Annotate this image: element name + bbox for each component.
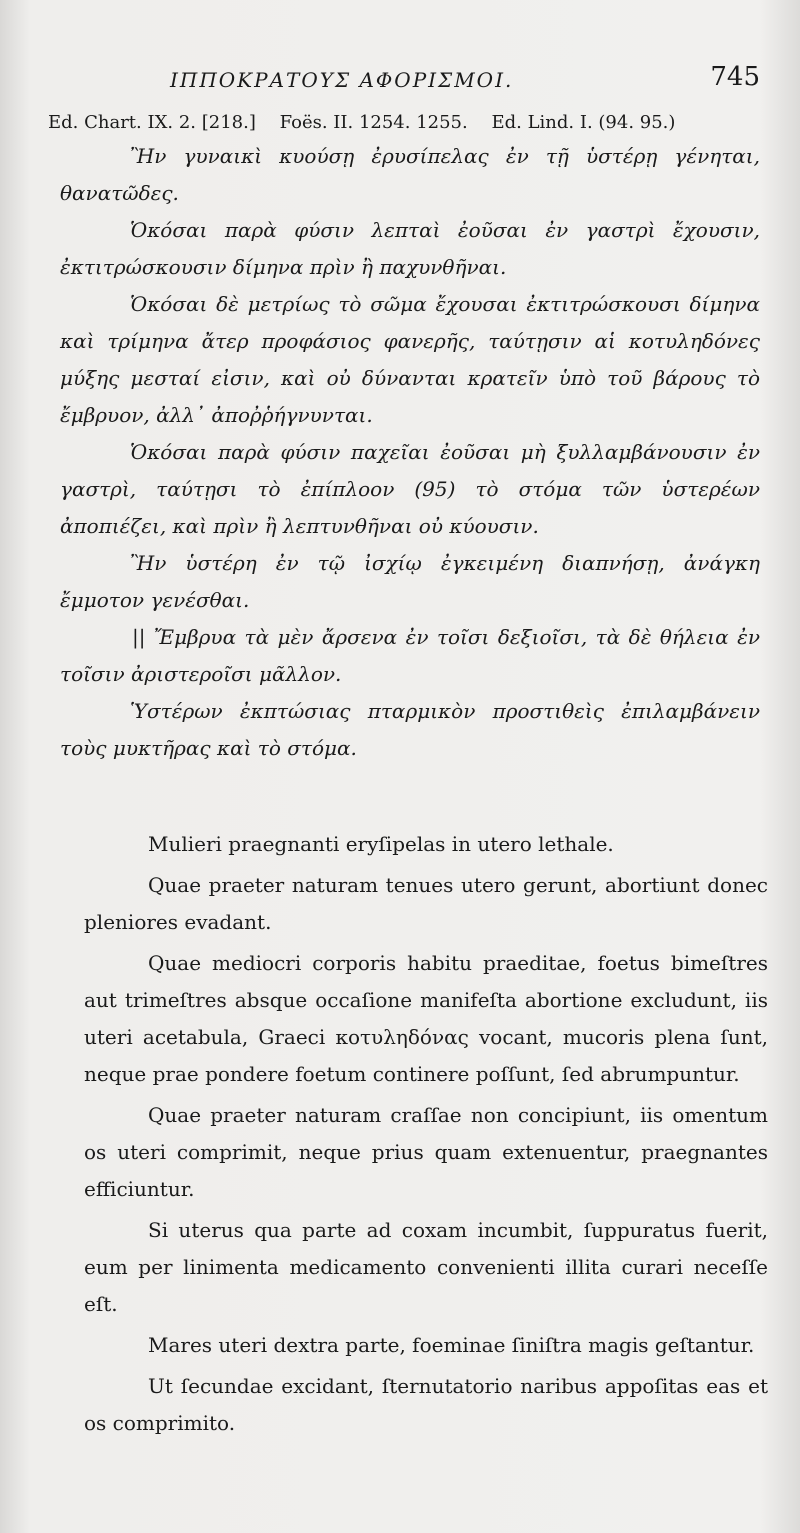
latin-aphorism: Si uterus qua parte ad coxam incumbit, ſuppuratus fuerit, eum per linimenta medicamento convenienti illita curari neceſſe eſt. — [84, 1218, 768, 1316]
edition-lind: Ed. Lind. I. (94. 95.) — [491, 112, 676, 133]
edition-chart: Ed. Chart. IX. 2. [218.] — [48, 112, 256, 133]
latin-aphorism: Mares uteri dextra parte, foeminae ſiniſtra magis geſtantur. — [148, 1333, 755, 1357]
greek-aphorism: || Ἔμβρυα τὰ μὲν ἄρσενα ἐν τοῖσι δεξιοῖσι, τὰ δὲ θήλεια ἐν τοῖσιν ἀριστεροῖσι μᾶλλον. — [60, 625, 760, 686]
page-number: 745 — [710, 62, 760, 92]
greek-aphorism: Ἢν ὑστέρη ἐν τῷ ἰσχίῳ ἐγκειμένη διαπνήσῃ, ἀνάγκη ἔμμοτον γενέσθαι. — [60, 551, 760, 612]
latin-aphorism: Quae mediocri corporis habitu praeditae, foetus bimeſtres aut trimeſtres absque occaſione manifeſta abortione excludunt, iis uteri acetabula, Graeci κοτυληδόνας vocant, mucoris plena ſunt, neque prae pondere foetum continere poſſunt, ſed abrumpuntur. — [84, 951, 768, 1086]
latin-aphorism: Quae praeter naturam craſſae non concipiunt, iis omentum os uteri comprimit, neque prius quam extenuentur, praegnantes efficiuntur. — [84, 1103, 768, 1201]
edition-foes: Foës. II. 1254. 1255. — [279, 112, 468, 133]
greek-aphorism: Ὁκόσαι δὲ μετρίως τὸ σῶμα ἔχουσαι ἐκτιτρώσκουσι δίμηνα καὶ τρίμηνα ἄτερ προφάσιος φανερῆς, ταύτῃσιν αἱ κοτυληδόνες μύξης μεσταί εἰσιν, καὶ οὐ δύνανται κρατεῖν ὑπὸ τοῦ βάρους τὸ ἔμβρυον, ἀλλ᾽ ἀποῤῥήγνυνται. — [60, 292, 760, 427]
latin-text-block — [84, 826, 768, 1446]
greek-text-block — [60, 138, 760, 767]
page-header — [120, 62, 760, 102]
edition-references — [48, 112, 693, 133]
running-title: ΙΠΠΟΚΡΑΤΟΥΣ ΑΦΟΡΙΣΜΟΙ. — [170, 68, 514, 92]
latin-aphorism: Mulieri praegnanti eryſipelas in utero lethale. — [148, 832, 614, 856]
greek-aphorism: Ἢν γυναικὶ κυούσῃ ἐρυσίπελας ἐν τῇ ὑστέρῃ γένηται, θανατῶδες. — [60, 144, 760, 205]
greek-aphorism: Ὁκόσαι παρὰ φύσιν παχεῖαι ἐοῦσαι μὴ ξυλλαμβάνουσιν ἐν γαστρὶ, ταύτῃσι τὸ ἐπίπλοον (95) τὸ στόμα τῶν ὑστερέων ἀποπιέζει, καὶ πρὶν ἢ λεπτυνθῆναι οὐ κύουσιν. — [60, 440, 760, 538]
latin-aphorism: Ut ſecundae excidant, ſternutatorio naribus appoſitas eas et os comprimito. — [84, 1374, 768, 1435]
latin-aphorism: Quae praeter naturam tenues utero gerunt, abortiunt donec pleniores evadant. — [84, 873, 768, 934]
greek-aphorism: Ὁκόσαι παρὰ φύσιν λεπταὶ ἐοῦσαι ἐν γαστρὶ ἔχουσιν, ἐκτιτρώσκουσιν δίμηνα πρὶν ἢ παχυνθῆναι. — [60, 218, 760, 279]
greek-aphorism: Ὑστέρων ἐκπτώσιας πταρμικὸν προστιθεὶς ἐπιλαμβάνειν τοὺς μυκτῆρας καὶ τὸ στόμα. — [60, 699, 760, 760]
